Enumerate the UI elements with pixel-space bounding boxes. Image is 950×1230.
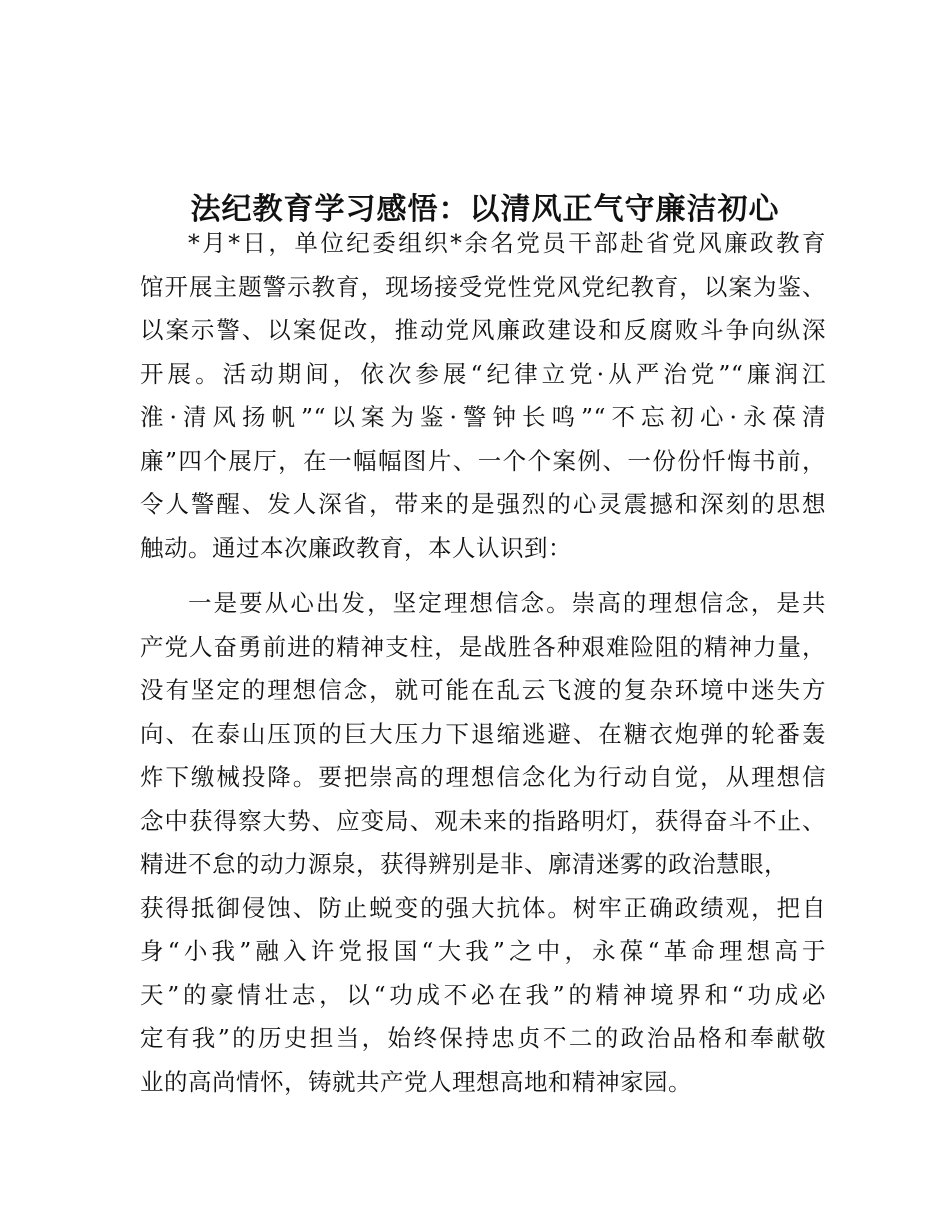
text-line: *月*日，单位纪委组织*余名党员干部赴省党风廉政教育	[188, 229, 826, 257]
text-line: 触动。通过本次廉政教育，本人认识到：	[140, 533, 572, 562]
document-body	[140, 222, 826, 1104]
text-line: 馆开展主题警示教育，现场接受党性党风党纪教育，以案为鉴、	[140, 272, 826, 301]
text-line: 产党人奋勇前进的精神支柱，是战胜各种艰难险阻的精神力量，	[140, 632, 826, 661]
text-line: 天”的豪情壮志，以“功成不必在我”的精神境界和“功成必	[140, 980, 826, 1009]
text-line: 身“小我”融入许党报国“大我”之中，永葆“革命理想高于	[140, 937, 826, 965]
text-line: 开展。活动期间，依次参展“纪律立党·从严治党”“廉润江	[140, 359, 826, 388]
paragraph-point-one	[140, 582, 826, 1104]
text-line: 获得抵御侵蚀、防止蜕变的强大抗体。树牢正确政绩观，把自	[140, 893, 826, 922]
text-line: 向、在泰山压顶的巨大压力下退缩逃避、在糖衣炮弹的轮番轰	[140, 719, 826, 748]
text-line: 淮·清风扬帆”“以案为鉴·警钟长鸣”“不忘初心·永葆清	[140, 403, 826, 431]
page-title: 法纪教育学习感悟：以清风正气守廉洁初心	[190, 192, 780, 228]
text-line: 业的高尚情怀，铸就共产党人理想高地和精神家园。	[140, 1067, 692, 1096]
text-line: 炸下缴械投降。要把崇高的理想信念化为行动自觉，从理想信	[140, 763, 826, 791]
paragraph-intro	[140, 222, 826, 570]
text-line: 一是要从心出发，坚定理想信念。崇高的理想信念，是共	[188, 589, 826, 617]
text-line: 精进不怠的动力源泉，获得辨别是非、廓清迷雾的政治慧眼，	[140, 850, 788, 878]
text-line: 以案示警、以案促改，推动党风廉政建设和反腐败斗争向纵深	[140, 316, 826, 344]
text-line: 定有我”的历史担当，始终保持忠贞不二的政治品格和奉献敬	[140, 1024, 826, 1052]
text-line: 念中获得察大势、应变局、观未来的指路明灯，获得奋斗不止、	[140, 806, 826, 835]
text-line: 令人警醒、发人深省，带来的是强烈的心灵震撼和深刻的思想	[140, 490, 826, 518]
text-line: 廉”四个展厅，在一幅幅图片、一个个案例、一份份忏悔书前，	[140, 446, 826, 475]
text-line: 没有坚定的理想信念，就可能在乱云飞渡的复杂环境中迷失方	[140, 676, 826, 704]
